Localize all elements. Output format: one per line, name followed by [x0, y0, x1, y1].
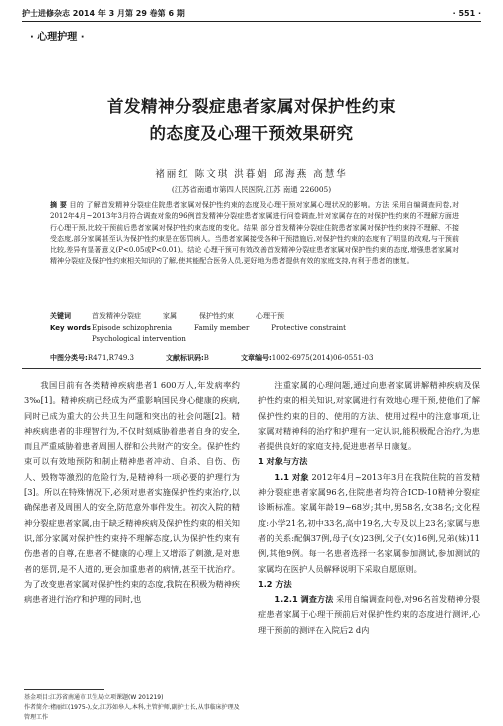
subjects-paragraph: 2012年4月~2013年3月在我院住院的首发精神分裂症患者家属96名,住院患者均符合ICD-10精神分裂症诊断标准。家属年龄19~68岁;其中,男58名,女38名;文化程度:小学21名,初中33名,高中19名,大专及以上23名;家属与患者的关系:配偶37例,母子(女)23例,父子(女)16例,兄弟(妹)11例,其他9例。每一名患者选择一名家属参加测试,参加测试的家属均在医护人员解释说明下采取自愿原则。: [258, 471, 480, 574]
subsection-heading: 1.2 方法: [258, 578, 292, 589]
authors: 褚丽红 陈文琪 洪暮娟 邱海燕 高慧华: [155, 169, 348, 180]
keyword-en: Family member: [194, 323, 250, 332]
keywords-en-label: Key words: [50, 323, 91, 332]
doc-code-value: B: [203, 354, 209, 362]
keywords: [50, 311, 459, 346]
title-line-2: 的态度及心理干预效果研究: [149, 124, 354, 143]
keyword-en: Protective constraint: [271, 323, 346, 332]
subsubsection-heading: 1.2.1 调查方法: [274, 594, 334, 605]
abstract: [50, 200, 459, 268]
keyword-en: Episode schizophrenia: [92, 323, 173, 332]
paper-title: [40, 93, 463, 147]
keyword-cn: 首发精神分裂症: [92, 312, 141, 320]
footnote-rule: [24, 689, 104, 690]
left-column: [24, 378, 240, 607]
author-bio-note: 作者简介:褚丽红(1975-),女,江苏如皋人,本科,主管护师,副护士长,从事临床护理及管理工作: [24, 704, 240, 721]
abstract-text: 目的 了解首发精神分裂症住院患者家属对保护性约束的态度及心理干预对家属心理状况的影响。方法 采用自编调查问卷,对2012年4月~2013年3月符合调查对象的96例首发精神分裂症患者家属进行问卷调查,针对家属存在的对保护性约束的不理解方面进行心理干预,比较干预前后患者家属对保护性约束态度的变化。结果 部分首发精神分裂症住院患者家属对保护性约束持不理解、不接受态度,部分家属甚至认为保护性约束是在惩罚病人。当患者家属接受各种干预措施后,对保护性约束的态度有了明显的改观,与干预前比较,差异有显著意义(P<0.05或P<0.01)。结论 心理干预可有效改善首发精神分裂症患者家属对保护性约束的态度,增强患者家属对精神分裂症及保护性约束相关知识的了解,使其能配合医务人员,更好地为患者提供有效的家庭支持,有利于患者的康复。: [50, 201, 460, 266]
divider-rule: [22, 368, 481, 369]
title-line-1: 首发精神分裂症患者家属对保护性约束: [107, 97, 396, 116]
section-label: · 心理护理 ·: [30, 32, 85, 43]
journal-info: 护士进修杂志 2014 年 3 月第 29 卷第 6 期: [22, 8, 185, 18]
clc-label: 中图分类号:: [50, 354, 88, 362]
intro-paragraph: 我国目前有各类精神疾病患者1 600万人,年发病率约3‰[1]。精神疾病已经成为严重影响国民身心健康的疾病,同时已成为重大的公共卫生问题和突出的社会问题[2]。精神疾病患者的非理智行为,不仅时刻威胁着患者自身的安全,而且严重威胁着患者周围人群和公共财产的安全。保护性约束可以有效地预防和制止精神患者冲动、自杀、自伤、伤人、毁物等激烈的危险行为,是精神科一项必要的护理行为[3]。所以在特殊情况下,必须对患者实施保护性约束治疗,以确保患者及周围人的安全,防范意外事件发生。初次入院的精神分裂症患者家属,由于缺乏精神疾病及保护性约束的相关知识,部分家属对保护性约束持不理解态度,认为保护性约束有伤患者的自尊,在患者不健康的心理上又增添了刺激,是对患者的惩罚,是不人道的,更会加重患者的病情,甚至干扰治疗。为了改变患者家属对保护性约束的态度,我院在积极为精神疾病患者进行治疗和护理的同时,也: [24, 380, 240, 605]
affiliation: (江苏省南通市第四人民医院,江苏 南通 226005): [171, 185, 332, 194]
article-number-value: 1002-6975(2014)06-0551-03: [271, 354, 374, 362]
keyword-en: Psychological intervention: [92, 335, 186, 343]
section-heading: 1 对象与方法: [258, 456, 308, 467]
footnote: [24, 693, 242, 723]
right-column: [258, 378, 480, 638]
running-header: [22, 6, 481, 20]
keyword-cn: 家属: [163, 312, 177, 320]
page-number: · 551 ·: [452, 8, 481, 18]
intro-continued-paragraph: 注重家属的心理问题,通过向患者家属讲解精神疾病及保护性约束的相关知识,对家属进行有效地心理干预,使他们了解保护性约束的目的、使用的方法、使用过程中的注意事项,让家属对精神科的治疗和护理有一定认识,能积极配合治疗,为患者提供良好的家庭支持,促进患者早日康复。: [258, 380, 480, 452]
classification-line: [50, 353, 459, 363]
keywords-en-row: [50, 323, 459, 346]
keywords-cn-label: 关键词: [50, 312, 71, 320]
funding-note: 基金项目:江苏省南通市卫生局立项课题(W 201219): [24, 694, 164, 701]
header-rule: [22, 21, 481, 22]
subsection-heading: 1.1 对象: [274, 471, 309, 482]
keyword-cn: 心理干预: [256, 312, 284, 320]
clc-value: R471,R749.3: [87, 354, 134, 362]
keywords-cn-row: [50, 311, 459, 323]
keyword-cn: 保护性约束: [199, 312, 234, 320]
article-number-label: 文章编号:: [240, 354, 272, 362]
abstract-label: 摘 要: [50, 201, 68, 209]
methods-paragraph: 采用自编调查问卷,对96名首发精神分裂症患者家属于心理干预前后对保护性约束的态度进行测评,心理干预前的测评在入院后2 d内: [258, 594, 480, 635]
doc-code-label: 文献标识码:: [165, 354, 204, 362]
